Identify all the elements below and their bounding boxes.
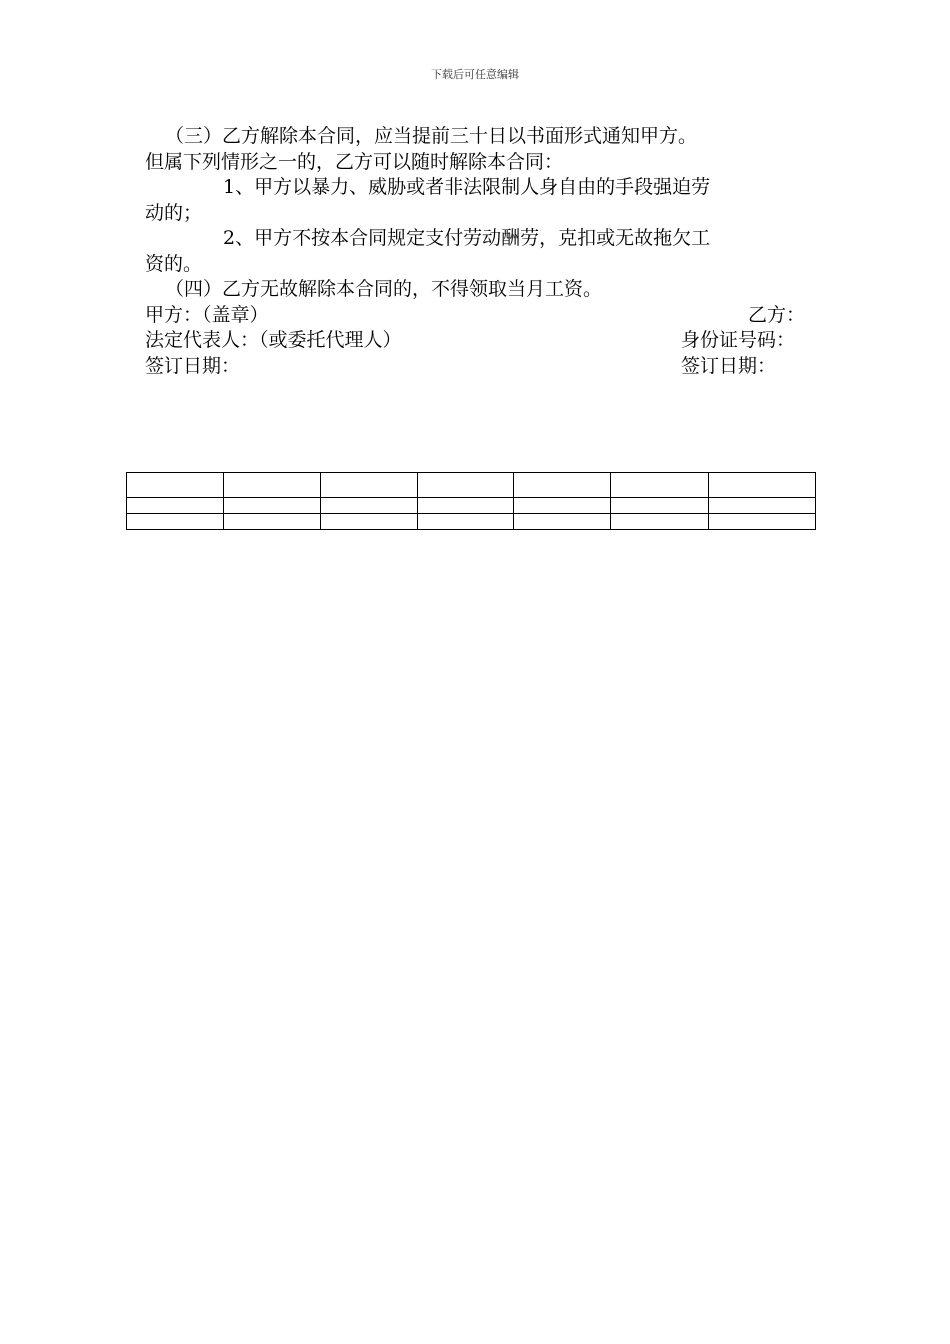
clause-3-line-2: 但属下列情形之一的，乙方可以随时解除本合同： bbox=[145, 150, 564, 173]
table-cell bbox=[709, 498, 816, 514]
table-cell bbox=[223, 498, 320, 514]
table-cell bbox=[320, 473, 417, 498]
contract-text bbox=[145, 124, 805, 379]
table-cell bbox=[223, 473, 320, 498]
clause-4: （四）乙方无故解除本合同的，不得领取当月工资。 bbox=[165, 278, 603, 300]
signature-row-2 bbox=[145, 328, 805, 354]
table-cell bbox=[514, 473, 611, 498]
table-row bbox=[127, 473, 816, 498]
clause-3-line-1: （三）乙方解除本合同，应当提前三十日以书面形式通知甲方。 bbox=[165, 125, 698, 147]
table-cell bbox=[127, 498, 224, 514]
table-row bbox=[127, 498, 816, 514]
id-number-label: 身份证号码： bbox=[681, 329, 796, 351]
table-row bbox=[127, 514, 816, 530]
signature-row-3 bbox=[145, 354, 805, 380]
table-cell bbox=[709, 473, 816, 498]
table-cell bbox=[127, 514, 224, 530]
table-cell bbox=[611, 498, 709, 514]
table-cell bbox=[417, 514, 514, 530]
table-cell bbox=[320, 498, 417, 514]
item-1-line-2: 动的； bbox=[145, 201, 203, 224]
table-cell bbox=[223, 514, 320, 530]
table-cell bbox=[611, 473, 709, 498]
table-cell bbox=[514, 498, 611, 514]
table-cell bbox=[320, 514, 417, 530]
page-header: 下载后可任意编辑 bbox=[431, 68, 519, 81]
table-cell bbox=[709, 514, 816, 530]
signature-row-1 bbox=[145, 303, 805, 329]
item-2-line-1: 2、甲方不按本合同规定支付劳动酬劳，克扣或无故拖欠工 bbox=[223, 227, 711, 249]
table-cell bbox=[127, 473, 224, 498]
party-b-label: 乙方： bbox=[747, 303, 805, 326]
table-cell bbox=[514, 514, 611, 530]
table-cell bbox=[611, 514, 709, 530]
sign-date-b-label: 签订日期： bbox=[681, 354, 777, 377]
blank-table bbox=[126, 472, 816, 530]
table-cell bbox=[417, 498, 514, 514]
sign-date-a-label: 签订日期： bbox=[145, 354, 241, 377]
item-1-line-1: 1、甲方以暴力、威胁或者非法限制人身自由的手段强迫劳 bbox=[223, 176, 711, 198]
legal-rep-label: 法定代表人：（或委托代理人） bbox=[145, 329, 402, 351]
item-2-line-2: 资的。 bbox=[145, 252, 203, 275]
table-cell bbox=[417, 473, 514, 498]
party-a-label: 甲方：（盖章） bbox=[145, 303, 269, 326]
